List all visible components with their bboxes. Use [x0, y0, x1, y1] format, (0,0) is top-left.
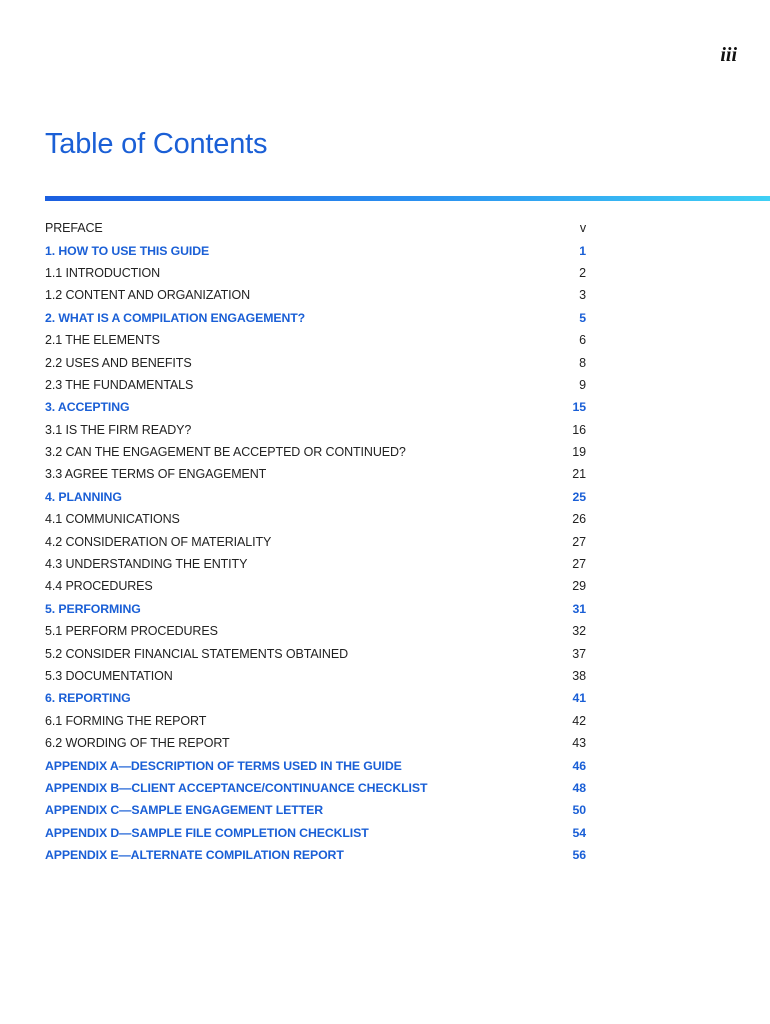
toc-entry-page-number: 15: [572, 400, 586, 415]
toc-entry-page-number: 21: [572, 467, 586, 482]
toc-entry-label: 2.1 THE ELEMENTS: [45, 333, 160, 348]
toc-entry-label: 2.3 THE FUNDAMENTALS: [45, 377, 194, 392]
toc-entry-page-number: 2: [579, 265, 586, 280]
toc-entry[interactable]: [45, 732, 586, 754]
toc-entry[interactable]: [45, 351, 586, 373]
toc-entry[interactable]: [45, 575, 586, 597]
toc-entry-label: APPENDIX A—DESCRIPTION OF TERMS USED IN THE GUIDE: [45, 758, 402, 773]
toc-entry-label: 6.1 FORMING THE REPORT: [45, 713, 207, 728]
toc-entry-label: 1. HOW TO USE THIS GUIDE: [45, 243, 210, 258]
toc-entry-page-number: 54: [572, 825, 586, 840]
toc-entry[interactable]: [45, 553, 586, 575]
toc-entry-label: 1.1 INTRODUCTION: [45, 265, 161, 280]
toc-entry-page-number: 32: [572, 624, 586, 639]
toc-entry[interactable]: [45, 262, 586, 284]
toc-entry-page-number: 16: [572, 422, 586, 437]
toc-entry[interactable]: [45, 642, 586, 664]
toc-entry-page-number: 8: [579, 355, 586, 370]
toc-entry[interactable]: [45, 217, 586, 239]
toc-entry-page-number: 9: [579, 377, 586, 392]
toc-section-link[interactable]: [45, 307, 586, 329]
toc-section-link[interactable]: [45, 777, 586, 799]
toc-section-link[interactable]: [45, 822, 586, 844]
toc-section-link[interactable]: [45, 598, 586, 620]
toc-entry[interactable]: [45, 530, 586, 552]
toc-entry-page-number: 56: [572, 848, 586, 863]
toc-entry-label: 3.3 AGREE TERMS OF ENGAGEMENT: [45, 467, 267, 482]
toc-entry-label: 4.1 COMMUNICATIONS: [45, 512, 180, 527]
toc-entry-page-number: 31: [572, 601, 586, 616]
toc-entry-page-number: 50: [572, 803, 586, 818]
toc-entry-page-number: 1: [579, 243, 586, 258]
toc-entry[interactable]: [45, 710, 586, 732]
toc-section-link[interactable]: [45, 754, 586, 776]
toc-section-link[interactable]: [45, 799, 586, 821]
title-divider: [45, 196, 770, 201]
toc-entry-page-number: 19: [572, 445, 586, 460]
toc-entry-page-number: 37: [572, 646, 586, 661]
toc-section-link[interactable]: [45, 396, 586, 418]
toc-entry-page-number: 43: [572, 736, 586, 751]
toc-entry-label: 5.1 PERFORM PROCEDURES: [45, 624, 218, 639]
toc-entry-label: PREFACE: [45, 221, 103, 236]
toc-entry-label: 6.2 WORDING OF THE REPORT: [45, 736, 230, 751]
toc-entry-page-number: 3: [579, 288, 586, 303]
toc-entry-page-number: 42: [572, 713, 586, 728]
toc-entry-label: 2.2 USES AND BENEFITS: [45, 355, 192, 370]
toc-entry-page-number: 29: [572, 579, 586, 594]
toc-entry-label: APPENDIX B—CLIENT ACCEPTANCE/CONTINUANCE CHECKLIST: [45, 780, 428, 795]
toc-section-link[interactable]: [45, 687, 586, 709]
toc-entry-page-number: 46: [572, 758, 586, 773]
toc-entry[interactable]: [45, 463, 586, 485]
toc-entry-label: 4. PLANNING: [45, 489, 122, 504]
toc-section-link[interactable]: [45, 239, 586, 261]
toc-entry-label: 3.1 IS THE FIRM READY?: [45, 422, 192, 437]
table-of-contents: [45, 217, 586, 866]
toc-entry-page-number: v: [579, 221, 586, 236]
toc-entry-label: APPENDIX C—SAMPLE ENGAGEMENT LETTER: [45, 803, 323, 818]
toc-entry-label: 4.2 CONSIDERATION OF MATERIALITY: [45, 534, 272, 549]
page-number: iii: [720, 44, 737, 66]
toc-entry-label: 4.3 UNDERSTANDING THE ENTITY: [45, 557, 248, 572]
toc-entry-page-number: 27: [572, 557, 586, 572]
toc-section-link[interactable]: [45, 844, 586, 866]
toc-entry-page-number: 41: [572, 691, 586, 706]
toc-entry[interactable]: [45, 284, 586, 306]
toc-entry-page-number: 48: [572, 780, 586, 795]
toc-entry[interactable]: [45, 419, 586, 441]
toc-entry-page-number: 27: [572, 534, 586, 549]
toc-section-link[interactable]: [45, 486, 586, 508]
toc-entry-label: 2. WHAT IS A COMPILATION ENGAGEMENT?: [45, 310, 306, 325]
toc-entry-page-number: 6: [579, 333, 586, 348]
toc-entry-label: 3. ACCEPTING: [45, 400, 130, 415]
toc-entry-page-number: 5: [579, 310, 586, 325]
toc-entry-label: 5.2 CONSIDER FINANCIAL STATEMENTS OBTAINED: [45, 646, 349, 661]
toc-entry[interactable]: [45, 508, 586, 530]
toc-entry[interactable]: [45, 374, 586, 396]
toc-entry-label: APPENDIX D—SAMPLE FILE COMPLETION CHECKLIST: [45, 825, 369, 840]
toc-entry-label: 5.3 DOCUMENTATION: [45, 669, 173, 683]
toc-entry-label: 6. REPORTING: [45, 691, 131, 706]
toc-entry[interactable]: [45, 329, 586, 351]
toc-entry[interactable]: [45, 441, 586, 463]
toc-entry[interactable]: [45, 620, 586, 642]
toc-entry-label: 4.4 PROCEDURES: [45, 579, 153, 594]
toc-entry-label: 3.2 CAN THE ENGAGEMENT BE ACCEPTED OR CONTINUED?: [45, 445, 406, 460]
toc-entry-page-number: 26: [572, 512, 586, 527]
page-title: Table of Contents: [45, 128, 268, 160]
toc-entry[interactable]: [45, 665, 586, 687]
toc-entry-page-number: 38: [572, 669, 586, 683]
toc-entry-page-number: 25: [572, 489, 586, 504]
toc-entry-label: APPENDIX E—ALTERNATE COMPILATION REPORT: [45, 848, 344, 863]
toc-entry-label: 1.2 CONTENT AND ORGANIZATION: [45, 288, 251, 303]
toc-entry-label: 5. PERFORMING: [45, 601, 141, 616]
